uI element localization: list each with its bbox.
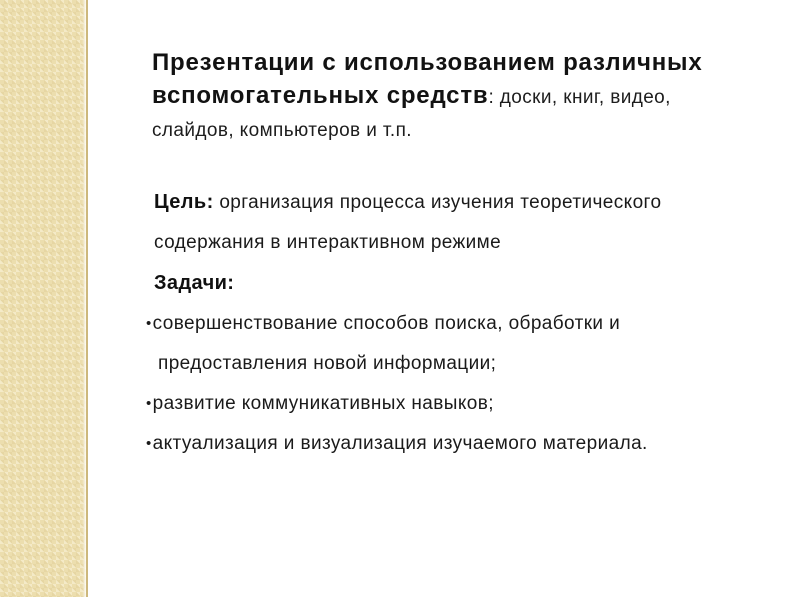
tasks-heading — [146, 263, 766, 304]
goal-text: организация процесса изучения теоретического — [213, 192, 662, 213]
title-line-1 — [152, 48, 772, 81]
title-line-3 — [152, 114, 772, 147]
bullet-icon: • — [146, 435, 152, 452]
bullet-icon: • — [146, 315, 152, 332]
bullet-item-1-continued — [146, 344, 766, 384]
goal-text: содержания в интерактивном режиме — [154, 232, 502, 253]
goal-line-1 — [146, 182, 766, 223]
slide-title — [152, 48, 772, 147]
title-regular-text: : доски, книг, видео, — [488, 87, 671, 108]
title-line-2 — [152, 81, 772, 114]
bullet-item-1 — [146, 304, 766, 344]
bullet-text: актуализация и визуализация изучаемого материала. — [152, 433, 648, 454]
bullet-text: совершенствование способов поиска, обработки и — [152, 313, 621, 334]
title-bold-text: Презентации с использованием различных — [152, 49, 703, 76]
bullet-text: предоставления новой информации; — [158, 353, 497, 374]
slide-body — [146, 182, 766, 464]
title-bold-text: вспомогательных средств — [152, 82, 489, 109]
tasks-label: Задачи: — [154, 272, 235, 294]
bullet-icon: • — [146, 395, 152, 412]
title-regular-text: слайдов, компьютеров и т.п. — [152, 120, 412, 141]
goal-line-2 — [146, 223, 766, 263]
bullet-item-3 — [146, 424, 766, 464]
bullet-text: развитие коммуникативных навыков; — [152, 393, 494, 414]
bullet-item-2 — [146, 384, 766, 424]
left-decorative-stripe — [0, 0, 88, 597]
goal-label: Цель: — [154, 191, 214, 213]
